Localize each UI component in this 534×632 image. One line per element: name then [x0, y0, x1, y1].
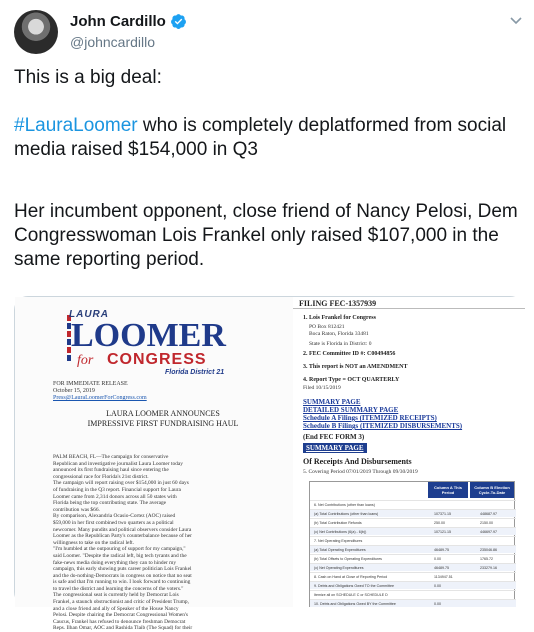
row-col-b: 235046.86	[480, 548, 497, 552]
row-col-b: 2150.00	[480, 521, 493, 525]
table-header-col-a: Column A This Period	[428, 482, 468, 498]
row-col-a: 46489.75	[434, 548, 449, 552]
press-release-panel	[15, 297, 293, 632]
press-line: Caucus, Frankel has refused to denounce freshman Democrat	[53, 618, 186, 625]
fec-filing-panel	[293, 297, 525, 607]
press-email: Press@LauraLoomerForCongress.com	[53, 395, 147, 401]
row-col-a: 46489.75	[434, 566, 449, 570]
press-line: announced its first fundraising haul since entering the	[53, 467, 169, 474]
fec-filed-date: Filed 10/15/2019	[303, 385, 341, 391]
row-label: (b) Total Contribution Refunds	[314, 521, 362, 525]
table-row	[310, 581, 516, 589]
press-line: The campaign will report raising over $154,000 in just 60 days	[53, 480, 189, 487]
table-row	[310, 554, 516, 562]
press-line: "I'm humbled at the outpouring of support for my campaign,"	[53, 546, 186, 553]
table-row	[310, 590, 516, 598]
row-label: 10. Debts and Obligations Owed BY the Committee	[314, 602, 396, 606]
campaign-logo	[67, 307, 247, 377]
covering-period: 5. Covering Period 07/01/2019 Through 09/30/2019	[303, 469, 418, 475]
immediate-release: FOR IMMEDIATE RELEASE	[53, 381, 128, 387]
link-schedule-b[interactable]: Schedule B Filings (ITEMIZED DISBURSEMENTS)	[303, 422, 463, 430]
press-line: Frankel, a staunch obstructionist and critic of President Trump,	[53, 599, 189, 606]
press-line: contribution was $66.	[53, 506, 100, 513]
fec-item-1: 1. Lois Frankel for Congress	[303, 315, 376, 321]
row-col-a: 0.00	[434, 557, 441, 561]
press-line: Pelosi. Despite chairing the Democrat Congressional Women's	[53, 612, 189, 619]
press-line: The congressional seat is currently held by Democrat Lois	[53, 592, 179, 599]
table-row	[310, 545, 516, 553]
press-body	[53, 454, 273, 632]
table-row	[310, 572, 516, 580]
press-line: PALM BEACH, FL—The campaign for conservative	[53, 454, 169, 460]
table-row	[310, 500, 516, 508]
tweet-line-2-rest: who is completely deplatformed from social media raised $154,000 in Q3	[14, 115, 507, 160]
avatar[interactable]	[14, 10, 58, 54]
row-label: 9. Debts and Obligations Owed TO the Committee	[314, 584, 394, 588]
press-line: newcomer. Many pundits and political observers consider Laura	[53, 526, 192, 533]
row-col-b: 1765.72	[480, 557, 493, 561]
logo-loomer: LOOMER	[71, 317, 226, 354]
table-row	[310, 536, 516, 544]
row-col-a: 0.00	[434, 602, 441, 606]
press-line: Loomer as the Republican Party's counterbalance because of her	[53, 533, 192, 540]
receipts-title: Of Receipts And Disbursements	[303, 457, 412, 466]
press-line: Loomer came from 2,314 donors across all 50 states with	[53, 493, 177, 500]
summary-page-badge[interactable]: SUMMARY PAGE	[303, 443, 367, 453]
table-row	[310, 509, 516, 517]
table-row	[310, 518, 516, 526]
table-row	[310, 599, 516, 607]
press-line: Florida being the top contributing state. The average	[53, 500, 167, 507]
fec-state: State is Florida in District: 0	[309, 341, 372, 347]
press-line: Reps. Ilhan Omar, AOC and Rashida Tlaib (The Squad) for their	[53, 625, 193, 632]
press-line: willingness to take on the radical left.	[53, 539, 134, 546]
verified-badge-icon	[170, 13, 187, 30]
fec-filing-id: FILING FEC-1357939	[299, 299, 377, 308]
tweet-header	[0, 0, 534, 60]
row-label: Itemize all on SCHEDULE C or SCHEDULE D	[314, 593, 388, 597]
fec-item-4: 4. Report Type = OCT QUARTERLY	[303, 377, 400, 383]
press-line: of fundraising in the Q3 report. Financial support for Laura	[53, 486, 181, 493]
tweet-line-3: Her incumbent opponent, close friend of Nancy Pelosi, Dem Congresswoman Lois Frankel only raised $107,000 in the same reporting period.	[14, 201, 518, 270]
table-row	[310, 563, 516, 571]
row-label: (b) Total Offsets to Operating Expenditures	[314, 557, 382, 561]
press-line: and the do-nothing-Democrats in congress on notice that no seat	[53, 572, 192, 579]
table-header-col-b: Column B Election Cycle-To-Date	[470, 482, 514, 498]
table-row	[310, 527, 516, 535]
press-line: is safe and that I'm running to win. I look forward to continuing	[53, 579, 191, 586]
press-line: to travel the district and learning the concerns of the voters."	[53, 585, 184, 592]
divider	[293, 308, 525, 309]
tweet-line-1: This is a big deal:	[14, 67, 162, 88]
press-title-2: IMPRESSIVE FIRST FUNDRAISING HAUL	[87, 419, 239, 428]
author-row	[70, 13, 187, 30]
link-summary-page[interactable]: SUMMARY PAGE	[303, 398, 361, 406]
table-header-row	[310, 482, 516, 498]
press-line: By comparison, Alexandria Ocasio-Cortez (AOC) raised	[53, 513, 176, 520]
chevron-down-icon[interactable]	[508, 12, 524, 28]
row-label: 7. Net Operating Expenditures	[314, 539, 363, 543]
summary-table	[309, 481, 515, 607]
fec-address-1: PO Box 812421	[309, 324, 345, 330]
row-col-a: 0.00	[434, 584, 441, 588]
row-label: (c) Net Operating Expenditures	[314, 566, 364, 570]
row-label: (c) Net Contributions (6(a) - 6(b))	[314, 530, 367, 534]
row-col-b: 233279.16	[480, 566, 497, 570]
logo-for: for	[77, 353, 94, 368]
press-line: Republican and investigative journalist Laura Loomer today	[53, 460, 183, 467]
logo-laura: LAURA	[69, 309, 109, 320]
release-date: October 15, 2019	[53, 388, 95, 394]
press-line: congressional race for Florida's 21st district.	[53, 473, 149, 480]
row-col-a: 107371.15	[434, 512, 451, 516]
row-col-a: 1134947.51	[434, 575, 453, 579]
fec-end-form: (End FEC FORM 3)	[303, 433, 365, 441]
row-col-b: 446697.97	[480, 530, 497, 534]
tweet-line-2	[14, 114, 524, 162]
author-handle[interactable]: @johncardillo	[70, 34, 156, 50]
press-line: fake-news media doing everything they can to hinder my	[53, 559, 177, 566]
row-col-a: 107121.15	[434, 530, 451, 534]
link-detailed-summary[interactable]: DETAILED SUMMARY PAGE	[303, 406, 399, 414]
tweet-media-image[interactable]	[14, 296, 524, 632]
logo-district: Florida District 21	[165, 369, 225, 376]
hashtag-link[interactable]: #LauraLoomer	[14, 115, 138, 136]
press-line: said Loomer. "Despite the radical left, big tech tyrants and the	[53, 552, 187, 559]
row-col-a: 250.00	[434, 521, 445, 525]
press-title-1: LAURA LOOMER ANNOUNCES	[106, 409, 220, 418]
press-line: campaign, this early showing puts career politician Lois Frankel	[53, 566, 192, 573]
fec-address-2: Boca Raton, Florida 33481	[309, 331, 369, 337]
row-label: (a) Total Contributions (other than loans)	[314, 512, 379, 516]
fec-item-2: 2. FEC Committee ID #: C00494856	[303, 351, 396, 357]
press-line: $59,000 in her first combined two quarters as a political	[53, 519, 174, 526]
row-label: 6. Net Contributions (other than loans)	[314, 503, 375, 507]
row-label: (a) Total Operating Expenditures	[314, 548, 366, 552]
row-label: 8. Cash on Hand at Close of Reporting Period	[314, 575, 388, 579]
press-line: and a close friend and ally of Speaker of the House Nancy	[53, 605, 179, 612]
link-schedule-a[interactable]: Schedule A Filings (ITEMIZED RECEIPTS)	[303, 414, 437, 422]
author-name[interactable]: John Cardillo	[70, 13, 166, 30]
row-col-b: 448687.97	[480, 512, 497, 516]
logo-congress: CONGRESS	[107, 351, 207, 368]
fec-item-3: 3. This report is NOT an AMENDMENT	[303, 364, 408, 370]
